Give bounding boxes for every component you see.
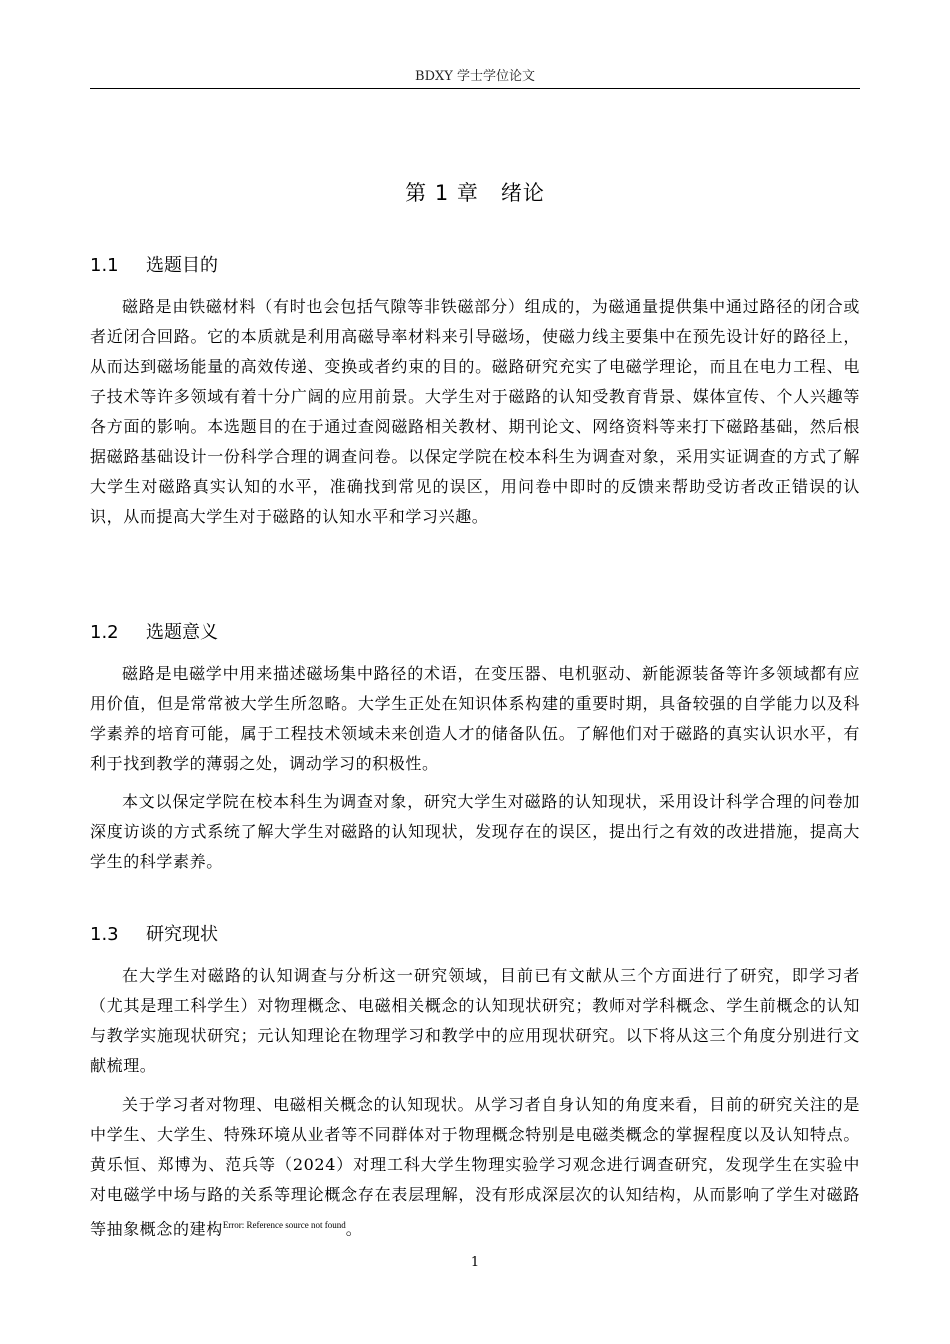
section-heading-1-1 [90, 251, 860, 281]
section-heading-1-3 [90, 920, 860, 950]
reference-error: Error: Reference source not found [222, 1220, 346, 1230]
section-number: 1.3 [90, 924, 119, 945]
paragraph [90, 1090, 860, 1244]
section-heading-1-2 [90, 618, 860, 648]
paragraph: 本文以保定学院在校本科生为调查对象，研究大学生对磁路的认知现状，采用设计科学合理的问卷加深度访谈的方式系统了解大学生对磁路的认知现状，发现存在的误区，提出行之有效的改进措施，提高大学生的科学素养。 [90, 792, 860, 871]
section-title: 选题目的 [146, 255, 218, 276]
paragraph: 磁路是由铁磁材料（有时也会包括气隙等非铁磁部分）组成的，为磁通量提供集中通过路径的闭合或者近闭合回路。它的本质就是利用高磁导率材料来引导磁场，使磁力线主要集中在预先设计好的路径上，从而达到磁场能量的高效传递、变换或者约束的目的。磁路研究充实了电磁学理论，而且在电力工程、电子技术等许多领域有着十分广阔的应用前景。大学生对于磁路的认知受教育背景、媒体宣传、个人兴趣等各方面的影响。本选题目的在于通过查阅磁路相关教材、期刊论文、网络资料等来打下磁路基础，然后根据磁路基础设计一份科学合理的调查问卷。以保定学院在校本科生为调查对象，采用实证调查的方式了解大学生对磁路真实认知的水平，准确找到常见的误区，用问卷中即时的反馈来帮助受访者改正错误的认识，从而提高大学生对于磁路的认知水平和学习兴趣。 [90, 297, 860, 526]
final-punctuation: 。 [345, 1219, 363, 1239]
paragraph: 磁路是电磁学中用来描述磁场集中路径的术语，在变压器、电机驱动、新能源装备等许多领域都有应用价值，但是常常被大学生所忽略。大学生正处在知识体系构建的重要时期，具备较强的自学能力以及科学素养的培育可能，属于工程技术领域未来创造人才的储备队伍。了解他们对于磁路的真实认识水平，有利于找到教学的薄弱之处，调动学习的积极性。 [90, 664, 860, 773]
chapter-title: 第 1 章 绪论 [405, 181, 545, 205]
paragraph-text: 关于学习者对物理、电磁相关概念的认知现状。从学习者自身认知的角度来看，目前的研究关注的是中学生、大学生、特殊环境从业者等不同群体对于物理概念特别是电磁类概念的掌握程度以及认知特点。黄乐恒、郑博为、范兵等（2024）对理工科大学生物理实验学习观念进行调查研究，发现学生在实验中对电磁学中场与路的关系等理论概念存在表层理解，没有形成深层次的认知结构，从而影响了学生对磁路等抽象概念的建构 [90, 1095, 860, 1239]
section-number: 1.2 [90, 622, 119, 643]
page-header: BDXY 学士学位论文 [90, 66, 860, 89]
page-number: 1 [470, 1255, 480, 1270]
paragraph: 在大学生对磁路的认知调查与分析这一研究领域，目前已有文献从三个方面进行了研究，即学习者（尤其是理工科学生）对物理概念、电磁相关概念的认知现状研究；教师对学科概念、学生前概念的认知与教学实施现状研究；元认知理论在物理学习和教学中的应用现状研究。以下将从这三个角度分别进行文献梳理。 [90, 966, 860, 1075]
section-title: 研究现状 [146, 924, 218, 945]
section-number: 1.1 [90, 255, 119, 276]
section-title: 选题意义 [146, 622, 218, 643]
